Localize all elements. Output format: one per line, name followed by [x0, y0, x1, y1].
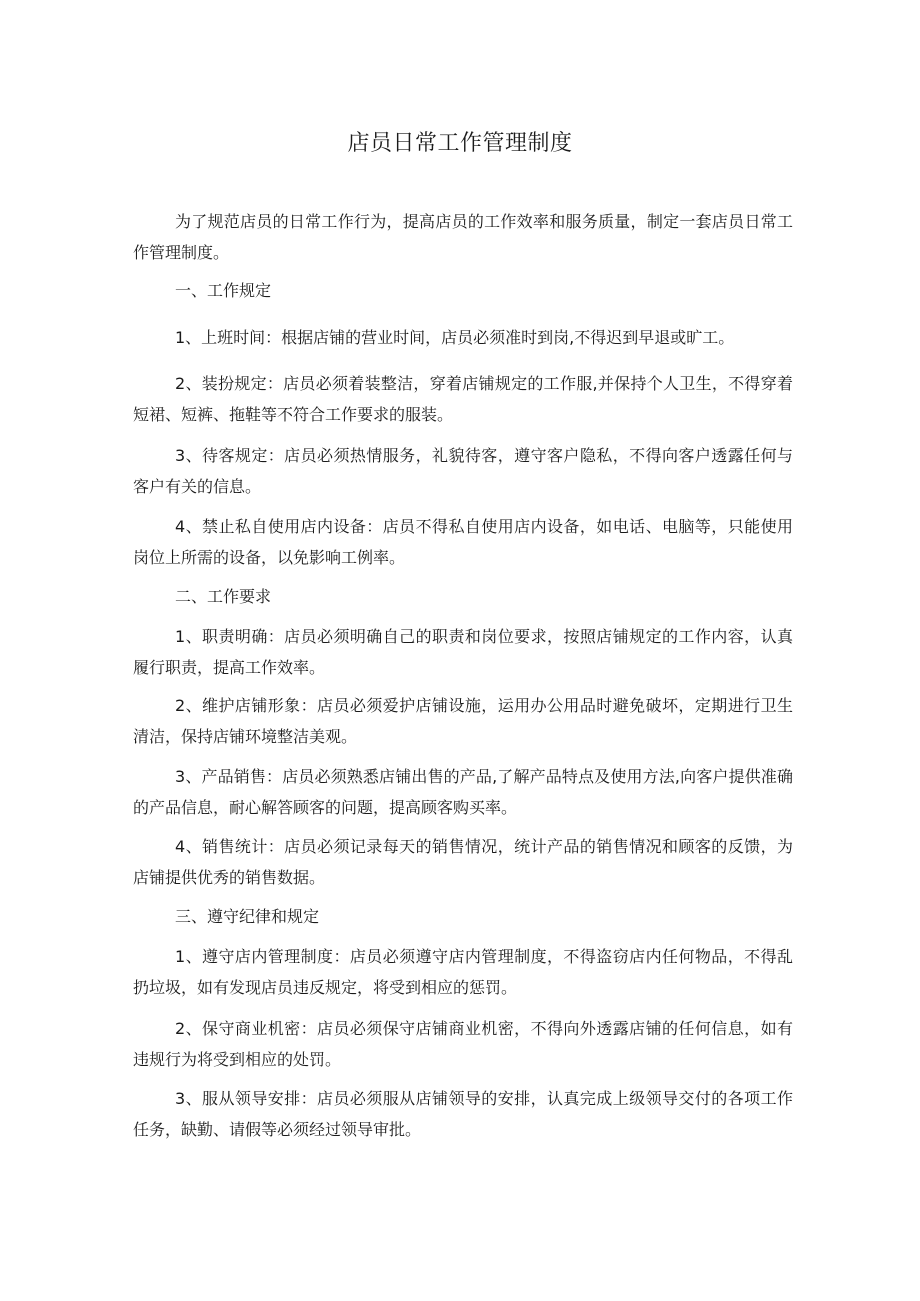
document-title: 店员日常工作管理制度	[347, 131, 573, 156]
work-rules-item-1: 1、上班时间：根据店铺的营业时间，店员必须准时到岗,不得迟到早退或旷工。	[175, 328, 735, 347]
work-rules-item-3: 3、待客规定：店员必须热情服务，礼貌待客，遵守客户隐私，不得向客户透露任何与客户有关的信息。	[133, 446, 793, 496]
work-rules-item-4: 4、禁止私自使用店内设备：店员不得私自使用店内设备，如电话、电脑等，只能使用岗位上所需的设备，以免影响工例率。	[133, 517, 793, 567]
work-requirements-item-3: 3、产品销售：店员必须熟悉店铺出售的产品,了解产品特点及使用方法,向客户提供准确的产品信息，耐心解答顾客的问题，提高顾客购买率。	[133, 767, 793, 817]
discipline-item-1: 1、遵守店内管理制度：店员必须遵守店内管理制度，不得盗窃店内任何物品，不得乱扔垃圾，如有发现店员违反规定，将受到相应的惩罚。	[133, 947, 793, 997]
discipline-item-3: 3、服从领导安排：店员必须服从店铺领导的安排，认真完成上级领导交付的各项工作任务，缺勤、请假等必须经过领导审批。	[133, 1089, 793, 1139]
section-heading-work-rules: 一、工作规定	[175, 281, 272, 300]
work-rules-item-2: 2、装扮规定：店员必须着装整洁，穿着店铺规定的工作服,并保持个人卫生，不得穿着短裙、短裤、拖鞋等不符合工作要求的服装。	[133, 374, 793, 424]
discipline-item-2: 2、保守商业机密：店员必须保守店铺商业机密，不得向外透露店铺的任何信息，如有违规行为将受到相应的处罚。	[133, 1019, 793, 1069]
work-requirements-item-1: 1、职责明确：店员必须明确自己的职责和岗位要求，按照店铺规定的工作内容，认真履行职责，提高工作效率。	[133, 627, 793, 677]
section-heading-work-requirements: 二、工作要求	[175, 587, 272, 606]
work-requirements-item-2: 2、维护店铺形象：店员必须爱护店铺设施，运用办公用品时避免破坏，定期进行卫生清洁，保持店铺环境整洁美观。	[133, 696, 793, 746]
intro-paragraph: 为了规范店员的日常工作行为，提高店员的工作效率和服务质量，制定一套店员日常工作管理制度。	[133, 212, 793, 262]
section-heading-discipline: 三、遵守纪律和规定	[175, 907, 320, 926]
work-requirements-item-4: 4、销售统计：店员必须记录每天的销售情况，统计产品的销售情况和顾客的反馈，为店铺提供优秀的销售数据。	[133, 837, 793, 887]
